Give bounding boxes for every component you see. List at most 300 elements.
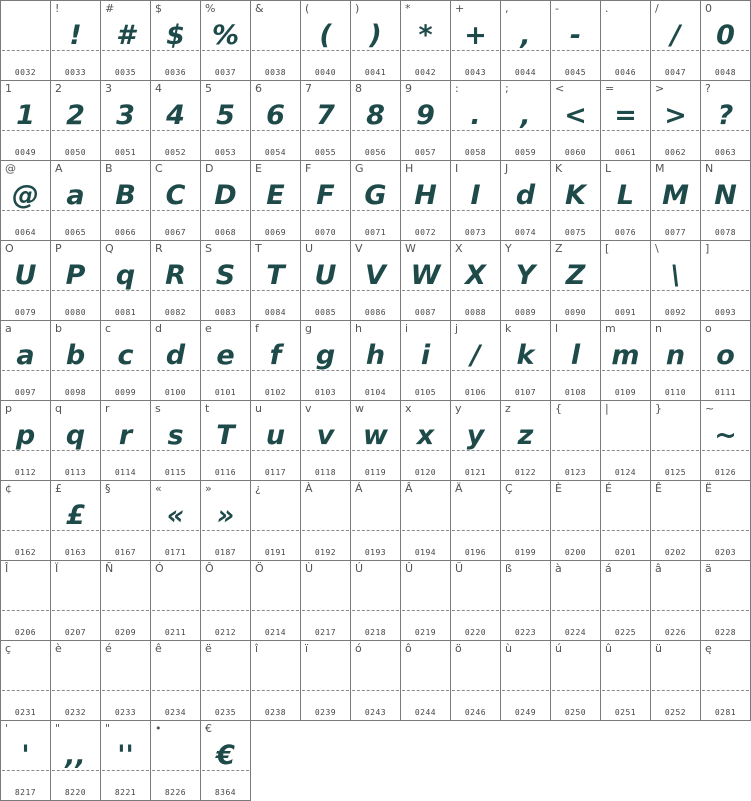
character-label: F: [305, 162, 312, 175]
character-code: 0252: [664, 708, 687, 717]
glyph-sample: 2: [66, 100, 85, 131]
character-code: 0281: [714, 708, 737, 717]
glyph-cell: [0, 0, 51, 81]
character-label: U: [305, 242, 314, 255]
character-label: 2: [55, 82, 62, 95]
glyph-cell: [151, 481, 201, 561]
character-code: 0056: [364, 148, 387, 157]
character-label: e: [205, 322, 212, 335]
glyph-cell: [151, 561, 201, 641]
character-code: 0120: [414, 468, 437, 477]
character-code: 0201: [614, 548, 637, 557]
glyph-sample: \: [670, 260, 681, 291]
glyph-cell: [401, 401, 451, 481]
glyph-sample: X: [465, 260, 486, 291]
glyph-sample: *: [418, 20, 433, 51]
character-label: +: [455, 2, 465, 15]
glyph-sample: [1, 575, 50, 617]
glyph-sample: N: [714, 180, 737, 211]
glyph-cell: [0, 401, 51, 481]
character-code: 0099: [114, 388, 137, 397]
glyph-cell: [451, 481, 501, 561]
character-code: 0250: [564, 708, 587, 717]
glyph-sample: x: [416, 420, 435, 451]
character-label: ß: [505, 562, 512, 575]
character-code: 0081: [114, 308, 137, 317]
glyph-sample: f: [269, 340, 282, 371]
character-label: â: [655, 562, 662, 575]
character-code: 0212: [214, 628, 237, 637]
character-code: 0055: [314, 148, 337, 157]
glyph-cell: [301, 401, 351, 481]
character-code: 0231: [14, 708, 37, 717]
character-code: 0211: [164, 628, 187, 637]
character-code: 0057: [414, 148, 437, 157]
glyph-cell: [451, 161, 501, 241]
character-code: 0226: [664, 628, 687, 637]
glyph-cell: [301, 241, 351, 321]
glyph-sample: q: [115, 260, 136, 291]
glyph-sample: ~: [714, 420, 737, 451]
glyph-cell: [551, 641, 601, 721]
glyph-cell: [251, 401, 301, 481]
character-code: 0125: [664, 468, 687, 477]
glyph-sample: b: [65, 340, 86, 371]
character-label: ö: [455, 642, 462, 655]
character-code: 0077: [664, 228, 687, 237]
character-label: Ô: [205, 562, 214, 575]
glyph-cell: [451, 401, 501, 481]
glyph-sample: [601, 575, 650, 617]
character-code: 0104: [364, 388, 387, 397]
character-code: 0073: [464, 228, 487, 237]
glyph-sample: [351, 495, 400, 537]
character-code: 0235: [214, 708, 237, 717]
character-label: H: [405, 162, 414, 175]
character-label: •: [155, 722, 162, 735]
glyph-sample: [401, 655, 450, 697]
character-label: ,: [505, 2, 509, 15]
glyph-sample: [601, 255, 650, 297]
character-code: 0036: [164, 68, 187, 77]
glyph-sample: h: [365, 340, 386, 371]
character-code: 0064: [14, 228, 37, 237]
glyph-sample: s: [167, 420, 184, 451]
character-label: Ö: [255, 562, 264, 575]
character-label: N: [705, 162, 714, 175]
glyph-sample: [701, 655, 750, 697]
character-code: 8217: [14, 788, 37, 797]
character-code: 0117: [264, 468, 287, 477]
glyph-sample: L: [616, 180, 635, 211]
glyph-sample: 8: [366, 100, 385, 131]
character-code: 0071: [364, 228, 387, 237]
glyph-cell: [0, 641, 51, 721]
glyph-cell: [401, 81, 451, 161]
character-label: j: [455, 322, 459, 335]
glyph-sample: [301, 655, 350, 697]
character-code: 0083: [214, 308, 237, 317]
character-code: 0060: [564, 148, 587, 157]
glyph-sample: #: [116, 20, 135, 51]
glyph-cell: [601, 561, 651, 641]
glyph-cell: [701, 641, 751, 721]
glyph-sample: [301, 495, 350, 537]
character-label: û: [605, 642, 612, 655]
character-label: á: [605, 562, 612, 575]
character-label: ï: [305, 642, 309, 655]
character-label: Ê: [655, 482, 662, 495]
character-code: 0063: [714, 148, 737, 157]
glyph-sample: <: [564, 100, 587, 131]
character-code: 0223: [514, 628, 537, 637]
glyph-cell: [451, 561, 501, 641]
character-label: s: [155, 402, 161, 415]
glyph-cell: [401, 241, 451, 321]
character-code: 0097: [14, 388, 37, 397]
character-label: }: [655, 402, 662, 415]
glyph-cell: [551, 241, 601, 321]
character-code: 8220: [64, 788, 87, 797]
character-label: Ë: [705, 482, 712, 495]
glyph-cell: [451, 641, 501, 721]
character-label: ?: [705, 82, 711, 95]
glyph-sample: [401, 575, 450, 617]
character-label: I: [455, 162, 459, 175]
glyph-cell: [101, 481, 151, 561]
character-code: 0113: [64, 468, 87, 477]
character-label: =: [605, 82, 615, 95]
character-code: 0042: [414, 68, 437, 77]
character-code: 0068: [214, 228, 237, 237]
glyph-sample: ): [369, 20, 382, 51]
character-code: 0089: [514, 308, 537, 317]
character-label: §: [105, 482, 111, 495]
character-code: 0082: [164, 308, 187, 317]
character-label: v: [305, 402, 312, 415]
glyph-sample: [651, 655, 700, 697]
character-code: 0084: [264, 308, 287, 317]
glyph-sample: k: [516, 340, 535, 371]
glyph-cell: [351, 641, 401, 721]
glyph-sample: (: [319, 20, 332, 51]
character-label: «: [155, 482, 162, 495]
character-label: ę: [705, 642, 712, 655]
glyph-cell: [201, 0, 251, 81]
glyph-cell: [351, 561, 401, 641]
character-label: D: [205, 162, 214, 175]
character-label: M: [655, 162, 665, 175]
glyph-sample: €: [216, 740, 235, 771]
character-label: ): [355, 2, 360, 15]
character-label: É: [605, 482, 612, 495]
glyph-cell: [601, 321, 651, 401]
glyph-sample: +: [464, 20, 487, 51]
character-label: 6: [255, 82, 262, 95]
glyph-sample: [501, 495, 550, 537]
glyph-sample: q: [65, 420, 86, 451]
character-code: 0100: [164, 388, 187, 397]
glyph-cell: [551, 0, 601, 81]
character-code: 0126: [714, 468, 737, 477]
glyph-cell: [151, 161, 201, 241]
glyph-cell: [301, 321, 351, 401]
character-code: 0070: [314, 228, 337, 237]
glyph-sample: [601, 655, 650, 697]
character-label: k: [505, 322, 512, 335]
character-label: G: [355, 162, 364, 175]
glyph-sample: B: [115, 180, 136, 211]
glyph-cell: [501, 241, 551, 321]
character-code: 0053: [214, 148, 237, 157]
glyph-cell: [51, 241, 101, 321]
character-label: .: [605, 2, 609, 15]
character-label: 9: [405, 82, 412, 95]
character-code: 0239: [314, 708, 337, 717]
glyph-sample: [601, 495, 650, 537]
glyph-sample: a: [16, 340, 35, 371]
character-label: &: [255, 2, 264, 15]
glyph-cell: [601, 241, 651, 321]
glyph-cell: [301, 0, 351, 81]
character-code: 0072: [414, 228, 437, 237]
glyph-cell: [201, 321, 251, 401]
glyph-sample: /: [470, 340, 481, 371]
character-code: 0194: [414, 548, 437, 557]
glyph-sample: v: [316, 420, 335, 451]
glyph-sample: ': [21, 740, 30, 771]
glyph-sample: .: [470, 100, 481, 131]
character-label: Ù: [305, 562, 314, 575]
glyph-sample: r: [118, 420, 133, 451]
character-label: d: [155, 322, 162, 335]
character-code: 0196: [464, 548, 487, 557]
glyph-cell: [251, 481, 301, 561]
glyph-sample: y: [466, 420, 485, 451]
glyph-sample: -: [569, 20, 582, 51]
character-label: :: [455, 82, 459, 95]
glyph-cell: [201, 481, 251, 561]
glyph-sample: 7: [316, 100, 335, 131]
glyph-cell: [551, 401, 601, 481]
glyph-sample: F: [316, 180, 335, 211]
character-code: 0048: [714, 68, 737, 77]
character-code: 0171: [164, 548, 187, 557]
glyph-cell: [351, 481, 401, 561]
character-code: 0232: [64, 708, 87, 717]
glyph-sample: S: [215, 260, 236, 291]
glyph-sample: d: [165, 340, 186, 371]
character-label: (: [305, 2, 310, 15]
glyph-sample: @: [12, 180, 39, 211]
glyph-cell: [151, 641, 201, 721]
glyph-cell: [51, 81, 101, 161]
glyph-sample: z: [517, 420, 534, 451]
glyph-sample: g: [315, 340, 336, 371]
glyph-cell: [0, 161, 51, 241]
character-code: 0193: [364, 548, 387, 557]
glyph-sample: [701, 255, 750, 297]
glyph-cell: [601, 0, 651, 81]
glyph-cell: [601, 401, 651, 481]
character-label: Ç: [505, 482, 513, 495]
glyph-sample: U: [314, 260, 337, 291]
character-code: 0110: [664, 388, 687, 397]
character-label: ô: [405, 642, 412, 655]
character-code: 0203: [714, 548, 737, 557]
glyph-sample: ?: [717, 100, 734, 131]
glyph-sample: [651, 495, 700, 537]
glyph-cell: [651, 641, 701, 721]
glyph-sample: T: [216, 420, 235, 451]
glyph-cell: [501, 0, 551, 81]
glyph-sample: [501, 655, 550, 697]
character-label: ": [105, 722, 111, 735]
glyph-cell: [701, 241, 751, 321]
character-label: Â: [405, 482, 413, 495]
glyph-cell: [701, 561, 751, 641]
character-code: 0079: [14, 308, 37, 317]
glyph-cell: [451, 241, 501, 321]
glyph-cell: [651, 321, 701, 401]
glyph-cell: [551, 81, 601, 161]
glyph-sample: ,,: [65, 740, 86, 771]
glyph-sample: [401, 495, 450, 537]
glyph-sample: [701, 575, 750, 617]
character-code: 0220: [464, 628, 487, 637]
character-label: ]: [705, 242, 710, 255]
glyph-cell: [201, 241, 251, 321]
glyph-cell: [51, 481, 101, 561]
character-label: î: [255, 642, 259, 655]
character-code: 0233: [114, 708, 137, 717]
character-label: ù: [505, 642, 512, 655]
glyph-sample: [201, 655, 250, 697]
glyph-cell: [251, 81, 301, 161]
glyph-cell: [251, 161, 301, 241]
glyph-sample: [251, 15, 300, 57]
glyph-sample: %: [211, 20, 240, 51]
character-code: 0051: [114, 148, 137, 157]
character-label: S: [205, 242, 212, 255]
character-label: i: [405, 322, 409, 335]
glyph-cell: [401, 0, 451, 81]
glyph-cell: [401, 321, 451, 401]
glyph-sample: [101, 575, 150, 617]
glyph-cell: [501, 321, 551, 401]
character-label: p: [5, 402, 12, 415]
character-code: 0121: [464, 468, 487, 477]
character-label: Î: [5, 562, 9, 575]
glyph-cell: [51, 641, 101, 721]
glyph-sample: I: [470, 180, 481, 211]
character-code: 0112: [14, 468, 37, 477]
character-label: a: [5, 322, 12, 335]
glyph-cell: [501, 641, 551, 721]
glyph-cell: [501, 81, 551, 161]
glyph-cell: [701, 321, 751, 401]
glyph-sample: Y: [515, 260, 536, 291]
character-code: 0052: [164, 148, 187, 157]
glyph-sample: [101, 655, 150, 697]
character-code: 0092: [664, 308, 687, 317]
character-code: 0103: [314, 388, 337, 397]
character-code: 0038: [264, 68, 287, 77]
character-label: ä: [705, 562, 712, 575]
character-code: 0246: [464, 708, 487, 717]
character-code: 0228: [714, 628, 737, 637]
character-label: b: [55, 322, 62, 335]
glyph-sample: !: [69, 20, 82, 51]
character-code: 0114: [114, 468, 137, 477]
character-label: B: [105, 162, 113, 175]
character-label: Û: [405, 562, 414, 575]
character-label: Ä: [455, 482, 463, 495]
character-code: 0076: [614, 228, 637, 237]
glyph-sample: [601, 415, 650, 457]
glyph-sample: /: [670, 20, 681, 51]
character-code: 0066: [114, 228, 137, 237]
glyph-sample: w: [363, 420, 388, 451]
glyph-sample: =: [614, 100, 637, 131]
glyph-sample: [651, 575, 700, 617]
glyph-sample: [601, 15, 650, 57]
character-code: 0037: [214, 68, 237, 77]
character-label: V: [355, 242, 363, 255]
character-code: 0088: [464, 308, 487, 317]
character-label: ú: [555, 642, 562, 655]
character-code: 0251: [614, 708, 637, 717]
character-code: 0107: [514, 388, 537, 397]
character-label: €: [205, 722, 212, 735]
glyph-sample: P: [65, 260, 86, 291]
character-code: 0108: [564, 388, 587, 397]
character-label: T: [255, 242, 262, 255]
character-label: x: [405, 402, 412, 415]
character-label: [: [605, 242, 610, 255]
character-code: 0109: [614, 388, 637, 397]
glyph-cell: [601, 481, 651, 561]
glyph-sample: [101, 495, 150, 537]
character-label: \: [655, 242, 659, 255]
character-label: ç: [5, 642, 12, 655]
glyph-cell: [301, 161, 351, 241]
glyph-sample: 6: [266, 100, 285, 131]
character-label: £: [55, 482, 62, 495]
character-code: 0218: [364, 628, 387, 637]
glyph-sample: «: [166, 500, 185, 531]
glyph-cell: [351, 241, 401, 321]
character-code: 0059: [514, 148, 537, 157]
glyph-sample: [301, 575, 350, 617]
character-label: l: [555, 322, 559, 335]
character-code: 0074: [514, 228, 537, 237]
glyph-sample: [151, 735, 200, 777]
character-label: g: [305, 322, 312, 335]
character-code: 0243: [364, 708, 387, 717]
glyph-cell: [401, 561, 451, 641]
character-code: 0035: [114, 68, 137, 77]
glyph-cell: [501, 561, 551, 641]
glyph-cell: [201, 721, 251, 801]
glyph-sample: >: [664, 100, 687, 131]
character-code: 0238: [264, 708, 287, 717]
character-label: Z: [555, 242, 563, 255]
character-code: 0163: [64, 548, 87, 557]
glyph-sample: [501, 575, 550, 617]
character-code: 0062: [664, 148, 687, 157]
character-label: 7: [305, 82, 312, 95]
